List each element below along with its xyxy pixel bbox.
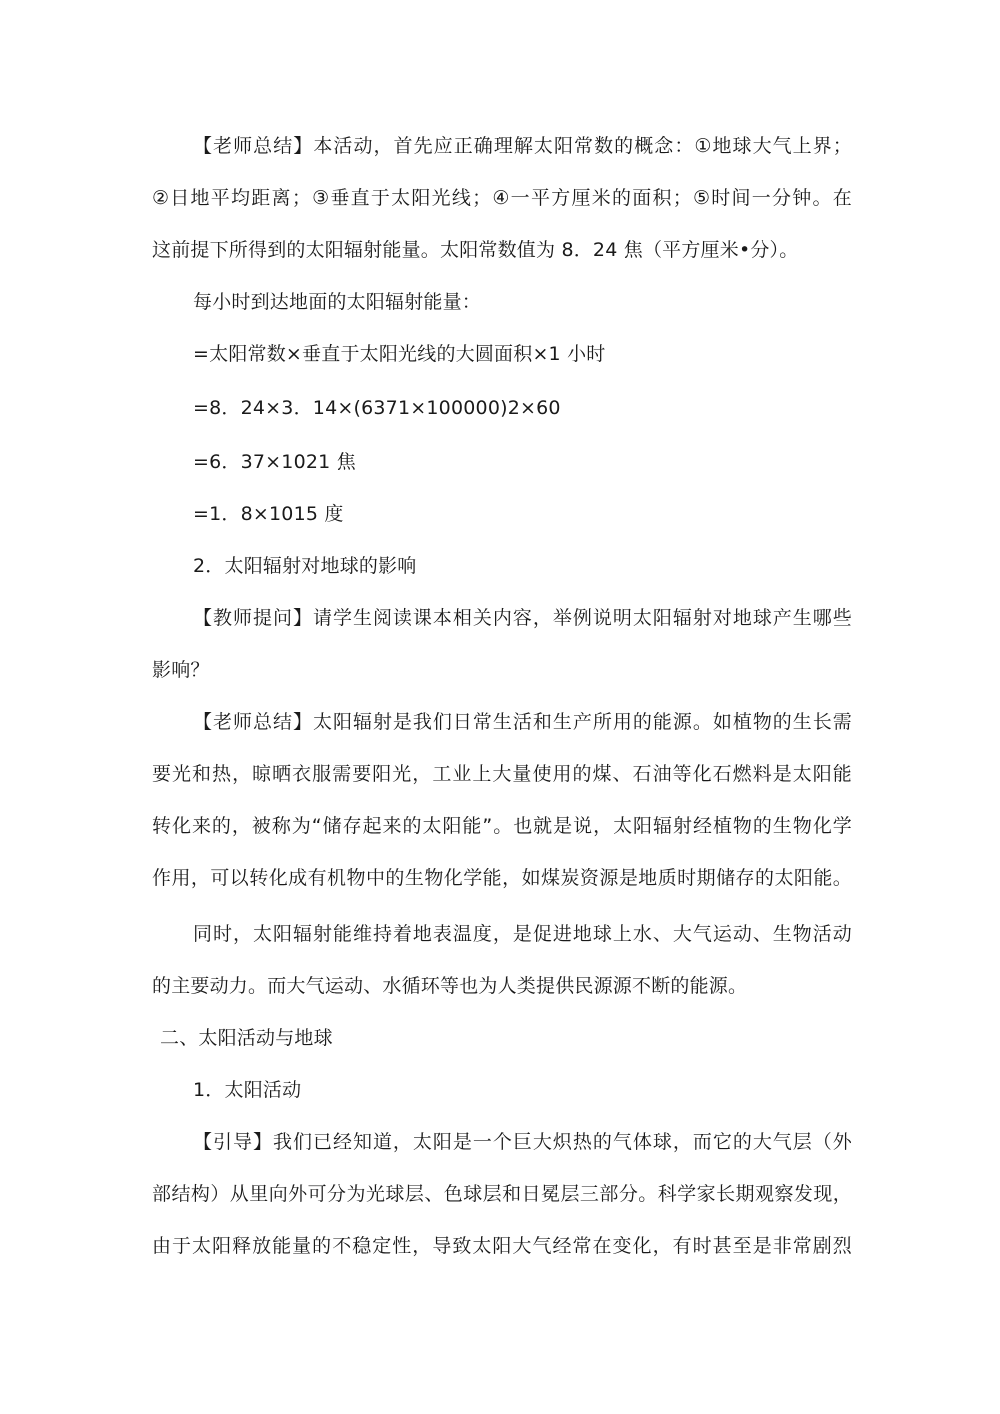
paragraph-line: 影响？ xyxy=(152,659,210,681)
paragraph-line: 的主要动力。而大气运动、水循环等也为人类提供民源源不断的能源。 xyxy=(152,975,748,997)
paragraph-line: 【老师总结】太阳辐射是我们日常生活和生产所用的能源。如植物的生长需 xyxy=(193,711,852,733)
paragraph-line: 要光和热，晾晒衣服需要阳光，工业上大量使用的煤、石油等化石燃料是太阳能 xyxy=(152,763,852,785)
chapter-heading: 二、太阳活动与地球 xyxy=(160,1027,333,1049)
paragraph-line: 这前提下所得到的太阳辐射能量。太阳常数值为 8．24 焦（平方厘米•分）。 xyxy=(152,239,799,261)
paragraph-line: 同时，太阳辐射能维持着地表温度，是促进地球上水、大气运动、生物活动 xyxy=(193,923,852,945)
paragraph-line: 每小时到达地面的太阳辐射能量： xyxy=(193,291,482,313)
paragraph-line: 由于太阳释放能量的不稳定性，导致太阳大气经常在变化，有时甚至是非常剧烈 xyxy=(152,1235,852,1257)
formula-line: =1．8×1015 度 xyxy=(193,503,344,525)
paragraph-line: 【引导】我们已经知道，太阳是一个巨大炽热的气体球，而它的大气层（外 xyxy=(193,1131,852,1153)
formula-line: =6．37×1021 焦 xyxy=(193,451,356,473)
section-heading: 1．太阳活动 xyxy=(193,1079,302,1101)
paragraph-line: 【教师提问】请学生阅读课本相关内容，举例说明太阳辐射对地球产生哪些 xyxy=(193,607,852,629)
paragraph-line: 【老师总结】本活动，首先应正确理解太阳常数的概念：①地球大气上界； xyxy=(193,135,852,157)
formula-line: =8．24×3．14×(6371×100000)2×60 xyxy=(193,397,561,419)
section-heading: 2．太阳辐射对地球的影响 xyxy=(193,555,417,577)
paragraph-line: ②日地平均距离；③垂直于太阳光线；④一平方厘米的面积；⑤时间一分钟。在 xyxy=(152,187,852,209)
paragraph-line: 转化来的，被称为“储存起来的太阳能”。也就是说，太阳辐射经植物的生物化学 xyxy=(152,815,852,837)
formula-line: =太阳常数×垂直于太阳光线的大圆面积×1 小时 xyxy=(193,343,606,365)
paragraph-line: 部结构）从里向外可分为光球层、色球层和日冕层三部分。科学家长期观察发现， xyxy=(152,1183,852,1205)
paragraph-line: 作用，可以转化成有机物中的生物化学能，如煤炭资源是地质时期储存的太阳能。 xyxy=(152,867,852,889)
